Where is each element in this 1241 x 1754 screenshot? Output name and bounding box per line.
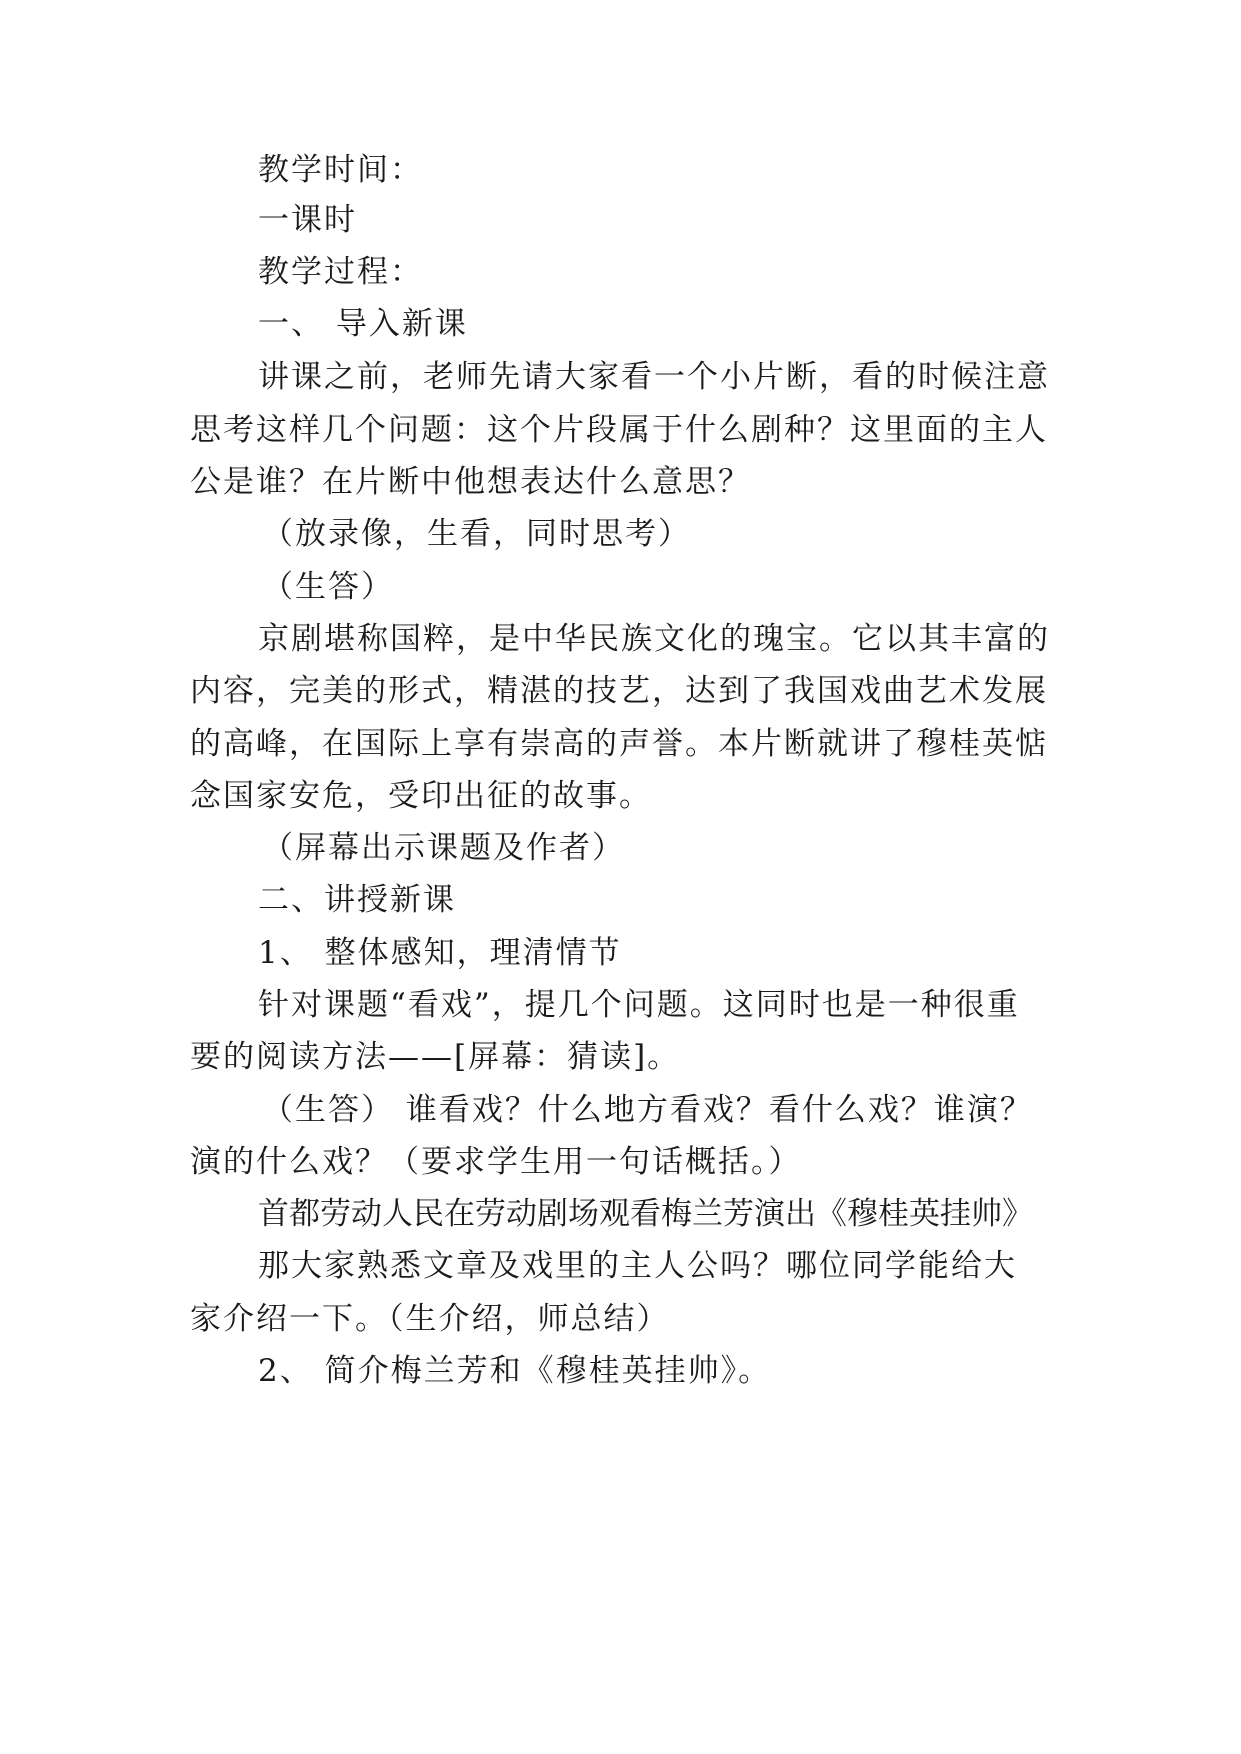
text-line: （放录像，生看，同时思考） xyxy=(262,516,691,552)
text-line: 首都劳动人民在劳动剧场观看梅兰芳演出《穆桂英挂帅》 xyxy=(258,1196,1033,1232)
text-line: 思考这样几个问题：这个片段属于什么剧种？这里面的主人 xyxy=(190,412,1048,448)
text-line: 公是谁？在片断中他想表达什么意思？ xyxy=(190,464,751,500)
text-line: 要的阅读方法——[屏幕：猜读]。 xyxy=(190,1039,681,1075)
text-line-teaching-process: 教学过程： xyxy=(258,254,423,290)
text-line: 念国家安危，受印出征的故事。 xyxy=(190,778,652,814)
text-line: （生答） 谁看戏？什么地方看戏？看什么戏？谁演？ xyxy=(262,1092,1033,1128)
text-line: 讲课之前，老师先请大家看一个小片断，看的时候注意 xyxy=(258,359,1050,395)
text-line-one-period: 一课时 xyxy=(258,202,357,238)
text-line: 那大家熟悉文章及戏里的主人公吗？哪位同学能给大 xyxy=(258,1248,1017,1284)
text-line-section-two: 二、讲授新课 xyxy=(258,882,456,918)
text-line: 京剧堪称国粹，是中华民族文化的瑰宝。它以其丰富的 xyxy=(258,621,1050,657)
text-line: 演的什么戏？（要求学生用一句话概括。） xyxy=(190,1144,802,1180)
text-line: 内容，完美的形式，精湛的技艺，达到了我国戏曲艺术发展 xyxy=(190,673,1048,709)
text-line-teaching-time: 教学时间： xyxy=(258,152,423,188)
text-line: 针对课题“看戏”，提几个问题。这同时也是一种很重 xyxy=(258,987,1020,1023)
text-line-subsection-one: 1、 整体感知，理清情节 xyxy=(258,935,622,971)
text-line: 家介绍一下。（生介绍，师总结） xyxy=(190,1301,670,1337)
text-line: （屏幕出示课题及作者） xyxy=(262,830,625,866)
text-line-section-one: 一、 导入新课 xyxy=(258,306,468,342)
text-line-subsection-two: 2、 简介梅兰芳和《穆桂英挂帅》。 xyxy=(258,1353,772,1389)
text-line: （生答） xyxy=(262,569,394,605)
text-line: 的高峰，在国际上享有崇高的声誉。本片断就讲了穆桂英惦 xyxy=(190,726,1048,762)
